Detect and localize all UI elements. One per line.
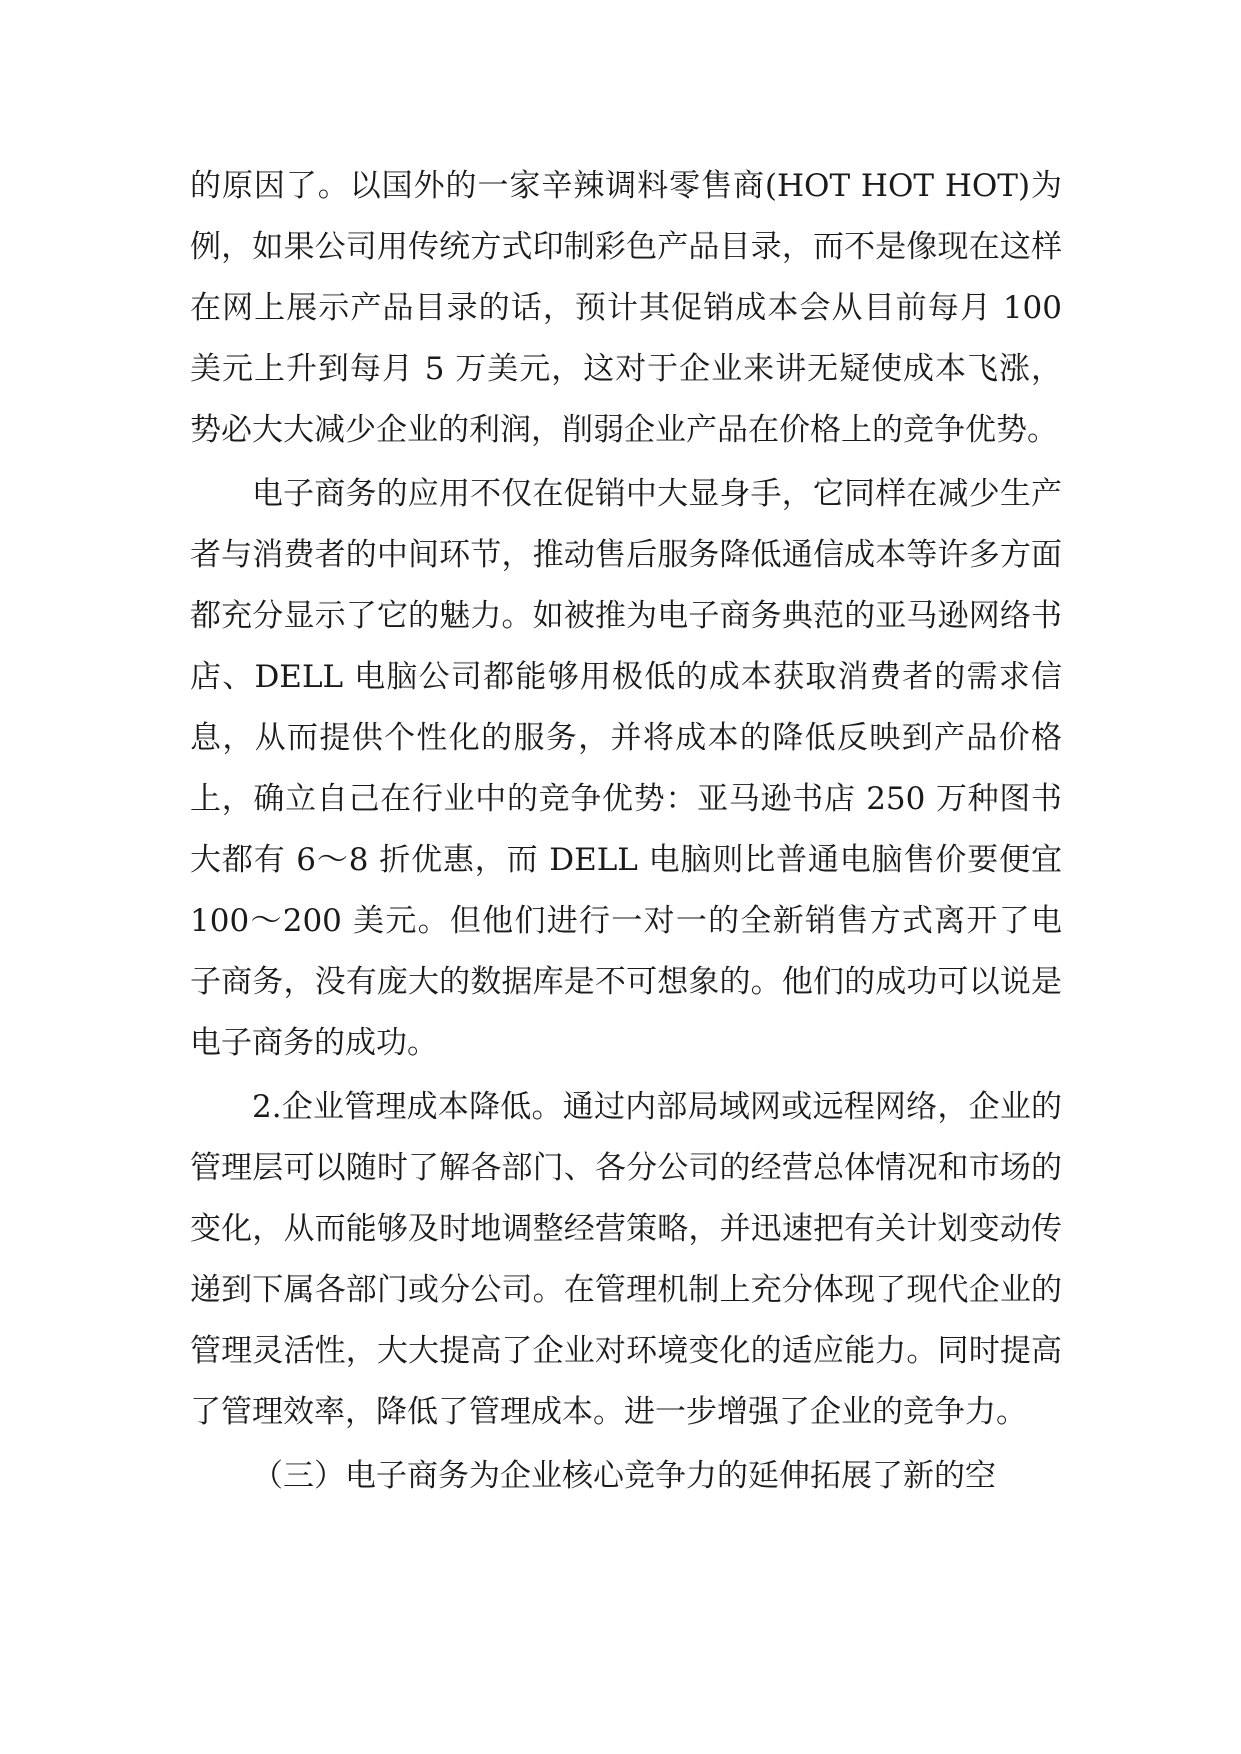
paragraph-cost-example: 的原因了。以国外的一家辛辣调料零售商(HOT HOT HOT)为例，如果公司用传统方式印制彩色产品目录，而不是像现在这样在网上展示产品目录的话，预计其促销成本会从目前每月 100 美元上升到每月 5 万美元，这对于企业来讲无疑使成本飞涨，势必大大减少企业的利润，削弱企业产品在价格上的竞争优势。 — [190, 168, 1062, 448]
section-heading-core-competitiveness: （三）电子商务为企业核心竞争力的延伸拓展了新的空 — [252, 1458, 996, 1494]
document-body — [190, 156, 1062, 1507]
paragraph-management-cost: 2.企业管理成本降低。通过内部局域网或远程网络，企业的管理层可以随时了解各部门、各分公司的经营总体情况和市场的变化，从而能够及时地调整经营策略，并迅速把有关计划变动传递到下属各部门或分公司。在管理机制上充分体现了现代企业的管理灵活性，大大提高了企业对环境变化的适应能力。同时提高了管理效率，降低了管理成本。进一步增强了企业的竞争力。 — [190, 1089, 1062, 1430]
paragraph-ecommerce-application: 电子商务的应用不仅在促销中大显身手，它同样在减少生产者与消费者的中间环节，推动售后服务降低通信成本等许多方面都充分显示了它的魅力。如被推为电子商务典范的亚马逊网络书店、DELL 电脑公司都能够用极低的成本获取消费者的需求信息，从而提供个性化的服务，并将成本的降低反映到产品价格上，确立自己在行业中的竞争优势：亚马逊书店 250 万种图书大都有 6～8 折优惠，而 DELL 电脑则比普通电脑售价要便宜 100～200 美元。但他们进行一对一的全新销售方式离开了电子商务，没有庞大的数据库是不可想象的。他们的成功可以说是电子商务的成功。 — [190, 476, 1062, 1061]
